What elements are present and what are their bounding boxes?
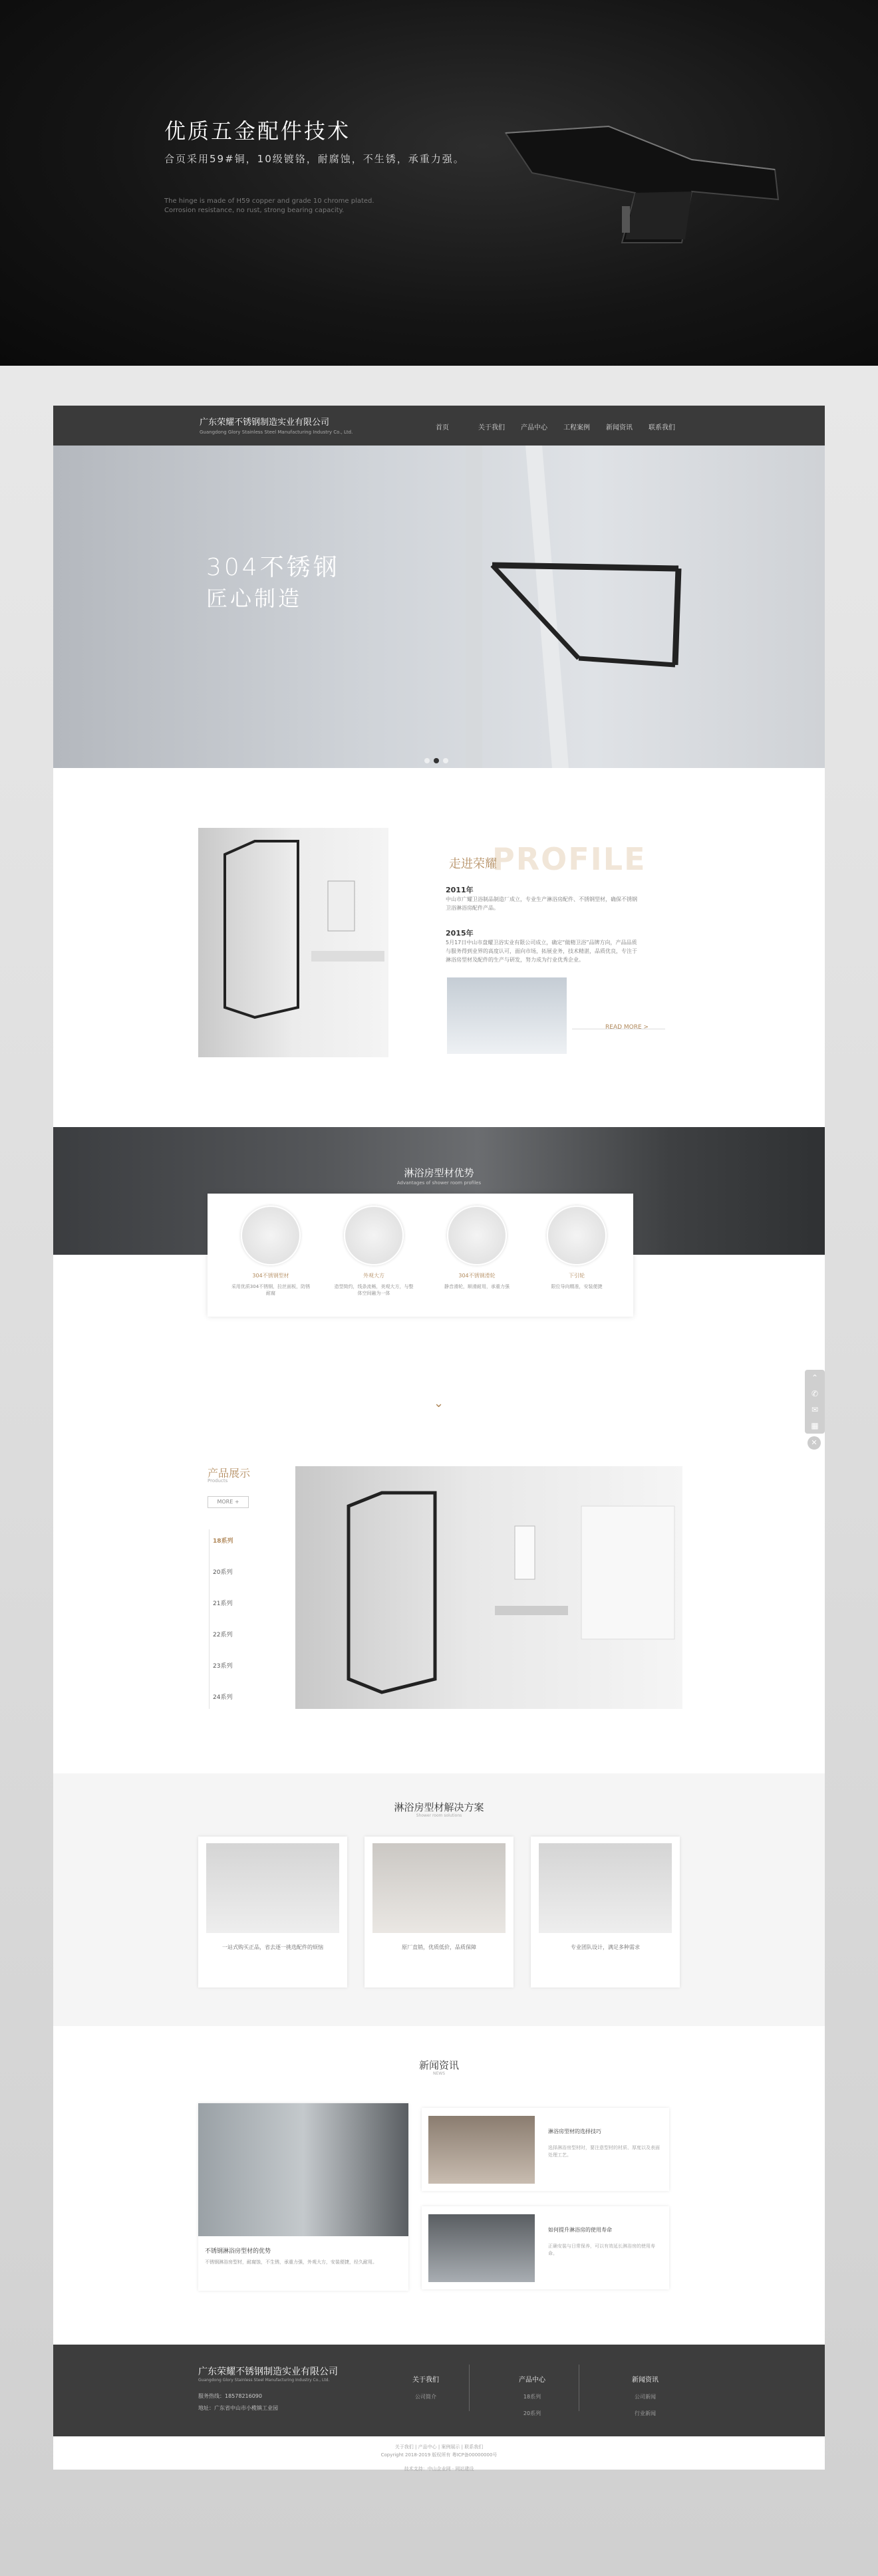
news-image bbox=[428, 2214, 535, 2282]
solutions-subtitle: Shower room solutions bbox=[416, 1813, 462, 1818]
news-main-title: 不锈钢淋浴房型材的优势 bbox=[205, 2248, 271, 2255]
footer-col-title: 关于我们 bbox=[412, 2377, 439, 2384]
solution-desc: 原厂直销，优质低价，品质保障 bbox=[402, 1944, 476, 1950]
divider bbox=[209, 1529, 210, 1709]
solution-card[interactable] bbox=[198, 1837, 347, 1988]
solution-card[interactable] bbox=[531, 1837, 680, 1988]
advantage-item bbox=[537, 1220, 617, 1290]
slider-banner bbox=[53, 446, 825, 768]
footer-link[interactable]: 18系列 bbox=[523, 2394, 541, 2400]
main-nav bbox=[436, 422, 691, 432]
advantage-item bbox=[334, 1220, 414, 1297]
hero-banner bbox=[0, 0, 878, 366]
company-name-en: Guangdong Glory Stainless Steel Manufacturing Industry Co., Ltd. bbox=[200, 430, 353, 435]
close-icon[interactable]: ✕ bbox=[807, 1436, 821, 1450]
news-item[interactable] bbox=[422, 2108, 669, 2191]
advantage-name: 外观大方 bbox=[363, 1273, 384, 1279]
series-item[interactable]: 21系列 bbox=[213, 1601, 233, 1607]
news-main-card[interactable] bbox=[198, 2103, 408, 2291]
news-item-title: 如何提升淋浴房的使用寿命 bbox=[548, 2227, 612, 2233]
site-footer bbox=[53, 2345, 825, 2436]
advantage-item bbox=[437, 1220, 517, 1290]
advantage-name: 304不锈钢型材 bbox=[252, 1273, 289, 1279]
series-item[interactable]: 24系列 bbox=[213, 1694, 233, 1701]
advantages-subtitle: Advantages of shower room profiles bbox=[396, 1180, 482, 1186]
side-toolbar bbox=[805, 1370, 825, 1434]
advantage-desc: 造型简约，线条流畅，美观大方，与整体空间融为一体 bbox=[334, 1284, 414, 1296]
nav-contact[interactable]: 联系我们 bbox=[649, 424, 675, 432]
read-more-link[interactable]: READ MORE > bbox=[605, 1024, 649, 1031]
message-icon[interactable]: ✉ bbox=[811, 1405, 819, 1414]
advantage-name: 304不锈钢滑轮 bbox=[458, 1273, 496, 1279]
news-title: 新闻资讯 bbox=[418, 2059, 459, 2071]
solution-desc: 一站式购买正品，省去逐一挑选配件的烦恼 bbox=[222, 1944, 323, 1950]
nav-products[interactable]: 产品中心 bbox=[521, 424, 547, 432]
products-title: 产品展示 bbox=[208, 1467, 251, 1480]
phone-icon[interactable]: ✆ bbox=[811, 1389, 819, 1398]
news-image bbox=[428, 2116, 535, 2184]
nav-news[interactable]: 新闻资讯 bbox=[606, 424, 633, 432]
profile-text-2: 5月17日中山市盘耀卫浴实业有限公司成立，确定“做精卫浴”品牌方向，产品品质与服务得到业界的高度认可，面向市场，拓展业务，技术精湛，品质优良，专注于淋浴房型材及配件的生产与研发，努力成为行业优秀企业。 bbox=[446, 940, 637, 963]
slider-dot[interactable] bbox=[443, 758, 448, 763]
site-header bbox=[53, 406, 825, 446]
product-image[interactable] bbox=[295, 1466, 682, 1709]
series-item[interactable]: 23系列 bbox=[213, 1663, 233, 1670]
solution-card[interactable] bbox=[365, 1837, 513, 1988]
series-item[interactable]: 22系列 bbox=[213, 1632, 233, 1638]
glass-door-image bbox=[426, 446, 825, 768]
solutions-title: 淋浴房型材解决方案 bbox=[394, 1801, 484, 1813]
hinge-image bbox=[492, 120, 785, 246]
website-preview bbox=[53, 406, 825, 2470]
news-main-desc: 不锈钢淋浴房型材，耐腐蚀，不生锈，承重力强，外观大方，安装便捷，经久耐用。 bbox=[205, 2259, 377, 2265]
news-item-desc: 选择淋浴房型材时，要注意型材的材质、厚度以及表面处理工艺。 bbox=[548, 2145, 660, 2158]
products-subtitle: Products bbox=[208, 1478, 228, 1483]
solution-image bbox=[372, 1843, 506, 1933]
news-item-desc: 正确安装与日常保养，可以有效延长淋浴房的使用寿命。 bbox=[548, 2244, 655, 2256]
series-item[interactable]: 18系列 bbox=[213, 1538, 233, 1545]
banner-title-1: 304不锈钢 bbox=[206, 554, 340, 581]
up-icon[interactable]: ⌃ bbox=[811, 1373, 819, 1382]
advantage-name: 下引轮 bbox=[569, 1273, 585, 1279]
footer-col-products bbox=[506, 2365, 559, 2417]
advantage-image bbox=[447, 1206, 507, 1265]
solution-desc: 专业团队设计，满足多种需求 bbox=[571, 1944, 640, 1950]
hero-subtitle: 合页采用59#铜，10级镀铬，耐腐蚀，不生锈，承重力强。 bbox=[164, 153, 465, 165]
footer-col-about bbox=[399, 2365, 452, 2400]
footer-link[interactable]: 20系列 bbox=[523, 2410, 541, 2416]
advantage-image bbox=[547, 1206, 607, 1265]
hero-english: The hinge is made of H59 copper and grade 10 chrome plated. Corrosion resistance, no rust, strong bearing capacity. bbox=[164, 197, 374, 214]
advantage-desc: 限位导向精准，安装便捷 bbox=[551, 1284, 603, 1289]
slider-dot[interactable] bbox=[424, 758, 430, 763]
profile-title: 走进荣耀 bbox=[449, 857, 497, 871]
profile-text-1: 中山市广耀卫浴制品制造厂成立，专业生产淋浴房配件、不锈钢型材，确保不锈钢卫浴淋浴房配件产品。 bbox=[446, 896, 637, 911]
series-item[interactable]: 20系列 bbox=[213, 1569, 233, 1576]
divider bbox=[469, 2365, 470, 2411]
advantage-desc: 采用优质304不锈钢，拉丝面板，防锈耐腐 bbox=[231, 1284, 311, 1296]
slider-dot-active[interactable] bbox=[434, 758, 439, 763]
nav-about[interactable]: 关于我们 bbox=[478, 424, 505, 432]
advantage-image bbox=[344, 1206, 404, 1265]
copyright: Copyright 2018-2019 版权所有 粤ICP备00000000号 bbox=[380, 2452, 498, 2458]
news-subtitle: NEWS bbox=[432, 2071, 446, 2076]
profile-ghost-text: PROFILE bbox=[492, 841, 647, 877]
product-series-list bbox=[213, 1536, 233, 1724]
tech-support: 技术支持：中山企业网 · 网站建设 bbox=[404, 2466, 474, 2472]
footer-col-news bbox=[619, 2365, 672, 2417]
more-button[interactable]: MORE + bbox=[208, 1496, 249, 1508]
footer-company-en: Guangdong Glory Stainless Steel Manufacturing Industry Co., Ltd. bbox=[198, 2378, 330, 2383]
profile-year-2: 2015年 bbox=[446, 929, 474, 938]
footer-link[interactable]: 行业新闻 bbox=[635, 2410, 656, 2416]
advantage-desc: 静音滑轮，顺滑耐用，承重力强 bbox=[444, 1284, 510, 1289]
nav-cases[interactable]: 工程案例 bbox=[563, 424, 590, 432]
advantage-image bbox=[241, 1206, 301, 1265]
advantages-card bbox=[208, 1194, 633, 1317]
footer-company: 广东荣耀不锈钢制造实业有限公司 bbox=[198, 2367, 338, 2377]
solution-image bbox=[539, 1843, 672, 1933]
profile-small-image bbox=[447, 977, 567, 1054]
footer-phone: 服务热线：18578216090 bbox=[198, 2393, 262, 2399]
footer-links[interactable]: 关于我们 | 产品中心 | 案例展示 | 联系我们 bbox=[394, 2444, 484, 2450]
news-main-image bbox=[198, 2103, 408, 2236]
nav-home[interactable]: 首页 bbox=[436, 424, 449, 432]
slider-dots bbox=[424, 758, 448, 763]
footer-col-title: 新闻资讯 bbox=[632, 2377, 658, 2384]
footer-address: 地址：广东省中山市小榄镇工业园 bbox=[198, 2405, 278, 2411]
advantages-title: 淋浴房型材优势 bbox=[404, 1167, 474, 1179]
advantage-item bbox=[231, 1220, 311, 1297]
news-item-title: 淋浴房型材的选择技巧 bbox=[548, 2128, 601, 2134]
hero-title: 优质五金配件技术 bbox=[164, 118, 351, 144]
company-name: 广东荣耀不锈钢制造实业有限公司 bbox=[200, 418, 330, 428]
footer-col-title: 产品中心 bbox=[519, 2377, 545, 2384]
qr-icon[interactable]: ▦ bbox=[811, 1421, 819, 1430]
solutions-section bbox=[53, 1773, 825, 2026]
news-item[interactable] bbox=[422, 2206, 669, 2289]
footer-link[interactable]: 公司新闻 bbox=[635, 2394, 656, 2400]
banner-title-2: 匠心制造 bbox=[206, 586, 303, 611]
solution-image bbox=[206, 1843, 339, 1933]
chevron-down-icon[interactable]: ⌄ bbox=[434, 1396, 444, 1410]
footer-link[interactable]: 公司简介 bbox=[415, 2394, 436, 2400]
profile-year-1: 2011年 bbox=[446, 886, 474, 894]
site-logo[interactable] bbox=[200, 415, 353, 435]
profile-image bbox=[198, 828, 388, 1057]
